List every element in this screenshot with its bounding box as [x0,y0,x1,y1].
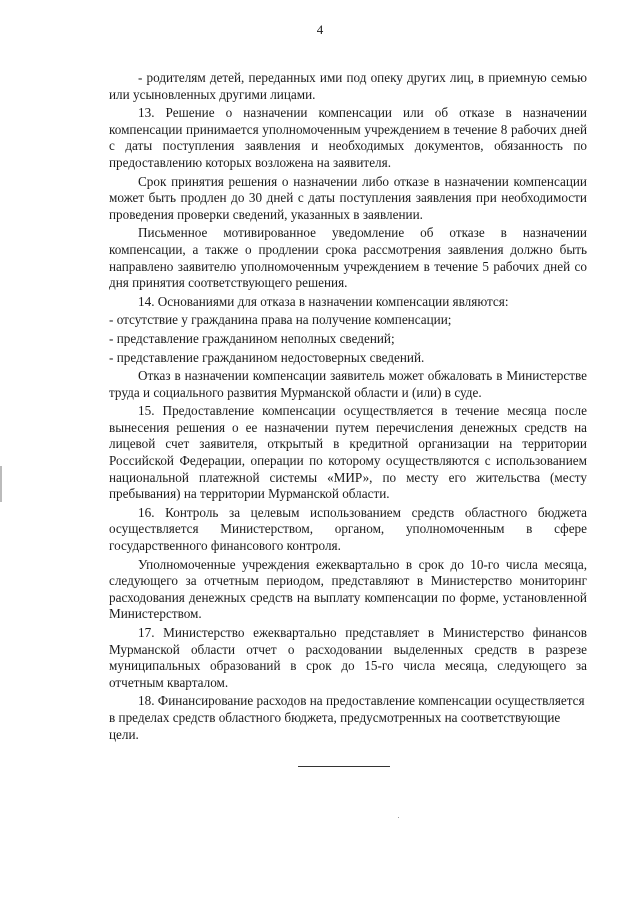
scan-speck [398,817,399,818]
paragraph-15-payment: 15. Предоставление компенсации осуществляется в течение месяца после вынесения решения о ее назначении путем перечисления денежных средств на лицевой счет заявителя, открытый в кредитной организации на территории Российской Федерации, операции по которому осуществляются с использованием национальной платежной системы «МИР», по месту его жительства (месту пребывания) на территории Мурманской области. [109,403,587,502]
paragraph-18-financing: 18. Финансирование расходов на предоставление компенсации осуществляется в пределах средств областного бюджета, предусмотренных на соответствующие цели. [109,693,585,742]
document-body [109,70,587,745]
list-item-false-info: - представление гражданином недостоверных сведений. [109,349,425,365]
paragraph-17-report: 17. Министерство ежеквартально представляет в Министерство финансов Мурманской области отчет о расходовании выделенных средств в разрезе муниципальных образований в срок до 15-го числа месяца, следующего за отчетным кварталом. [109,625,587,690]
paragraph-monitoring: Уполномоченные учреждения ежеквартально в срок до 10-го числа месяца, следующего за отчетным периодом, представляют в Министерство мониторинг расходования денежных средств на выплату компенсации по форме, установленной Министерством. [109,556,587,622]
closing-rule [298,766,390,767]
paragraph-appeal: Отказ в назначении компенсации заявитель может обжаловать в Министерстве труда и социального развития Мурманской области и (или) в суде. [109,368,587,400]
paragraph-refusal-notice: Письменное мотивированное уведомление об отказе в назначении компенсации, а также о продлении срока рассмотрения заявления должно быть направлено заявителю уполномоченным учреждением в течение 5 рабочих дней со дня принятия соответствующего решения. [109,225,587,291]
list-item-incomplete-info: - представление гражданином неполных сведений; [109,330,395,346]
paragraph-16-control: 16. Контроль за целевым использованием средств областного бюджета осуществляется Министерством, органом, уполномоченным в сфере государственного финансового контроля. [109,504,587,554]
scan-margin-mark [0,466,2,502]
page-number: 4 [316,22,324,37]
paragraph-14-refusal-grounds: 14. Основаниями для отказа в назначении компенсации являются: [138,293,509,309]
paragraph-13-decision: 13. Решение о назначении компенсации или об отказе в назначении компенсации принимается уполномоченным учреждением в течение 8 рабочих дней с даты поступления заявления и необходимых документов, обязанность по предоставлению которых возложена на заявителя. [109,105,587,170]
list-item-no-right: - отсутствие у гражданина права на получение компенсации; [109,312,452,328]
paragraph-decision-extension: Срок принятия решения о назначении либо отказе в назначении компенсации может быть продлен до 30 дней с даты поступления заявления при необходимости проведения проверки сведений, указанных в заявлении. [109,173,587,222]
paragraph-guardianship-clause: - родителям детей, переданных ими под опеку других лиц, в приемную семью или усыновленных другими лицами. [109,70,587,102]
